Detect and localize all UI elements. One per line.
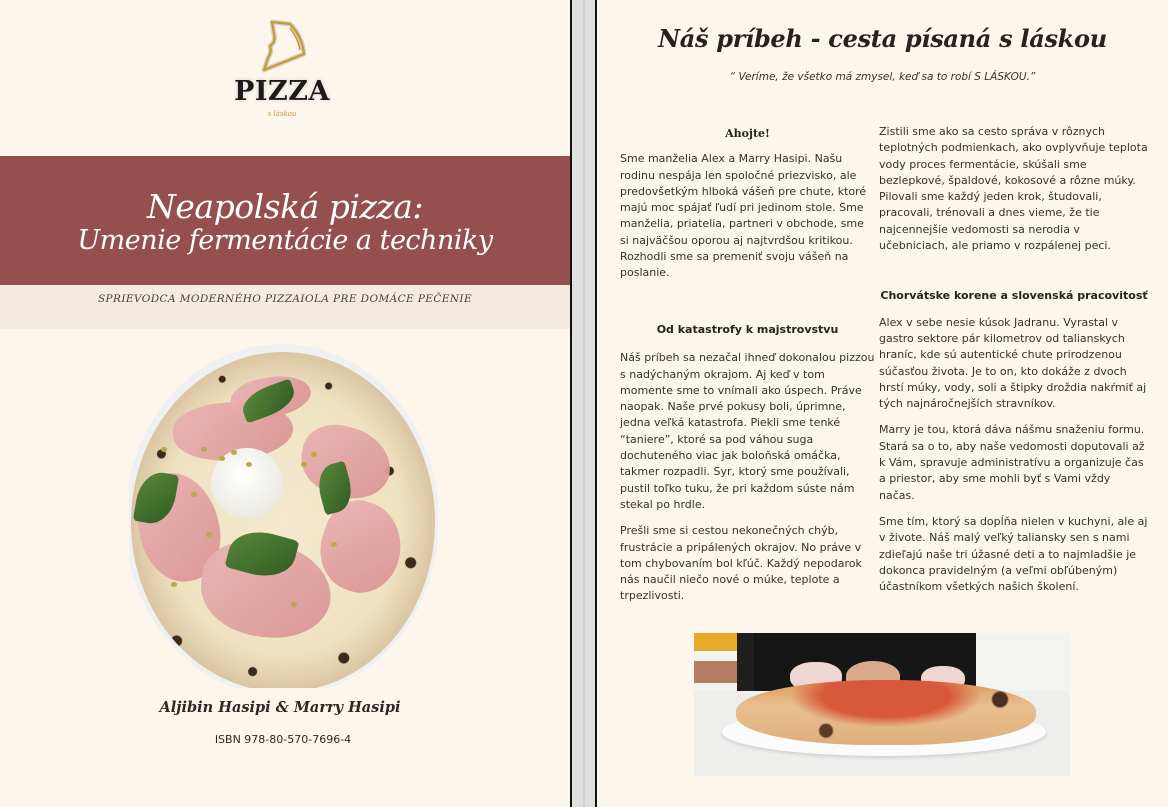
story-pizza-photo: [694, 633, 1070, 776]
section-heading-roots: Chorvátske korene a slovenská pracovitosť: [880, 289, 1148, 303]
pizza-logo: [232, 18, 332, 123]
book-title: Neapolská pizza:: [147, 186, 423, 226]
cover-pizza-photo: [129, 340, 438, 688]
isbn: ISBN 978-80-570-7696-4: [214, 733, 352, 746]
story-page: [597, 0, 1168, 807]
greeting-heading: Ahojte!: [725, 127, 770, 140]
subtitle-band: [0, 285, 570, 329]
pizza-slice-icon: [260, 18, 306, 76]
authors: Aljibin Hasipi & Marry Hasipi: [159, 699, 401, 716]
page-spine-divider: [570, 0, 597, 807]
paragraph: Náš príbeh sa nezačal ihneď dokonalou pizzou s nadýchaným okrajom. Aj keď v tom momente sme to vnímali ako úspech. Práve naopak. Naše prvé pokusy boli, úprimne, jedna veľká katastrofa. Piekli sme tenké “taniere”, ktoré sa pod váhou suga dochuteného viac jak boloňská omáčka, takmer rozpadli. Syr, ktorý sme používali, pustil toľko tuku, že pri každom súste nám stekal po hrdle.: [620, 351, 875, 511]
margherita-pizza: [736, 680, 1036, 745]
section-heading-catastrophe: Od katastrofy k majstrovstvu: [656, 323, 839, 336]
cover-page: [0, 0, 570, 807]
intro-paragraph: Sme manželia Alex a Marry Hasipi. Našu rodinu nespája len spoločné priezvisko, ale predovšetkým hlboká vášeň pre chute, ktoré majú moc spájať ľudí pri jedinom stole. Sme manželia, priatelia, partneri v obchode, sme si najväčšou oporou aj najtvrdšou kritikou. Rozhodli sme sa premeniť svoju vášeň na poslanie.: [620, 152, 867, 280]
paragraph: Alex v sebe nesie kúsok Jadranu. Vyrastal v gastro sektore pár kilometrov od talianskych hraníc, kde sú autentické chute prirodzenou súčasťou života. Je to on, kto dokáže z dvoch hrstí múky, vody, soli a štipky droždia nakŕmiť aj tých najnáročnejších stravníkov.: [879, 315, 1147, 411]
story-title: Náš príbeh - cesta písaná s láskou: [658, 24, 1107, 53]
story-column-left: [620, 126, 875, 282]
logo-wordmark: PIZZA: [234, 76, 330, 107]
paragraph: Prešli sme si cestou nekonečných chýb, frustrácie a pripálených okrajov. No práve v tom chybovaním bol kľúč. Každý nepodarok nás naučil niečo nové o múke, teplote a trpezlivosti.: [620, 524, 862, 603]
title-band: [0, 156, 570, 285]
book-tagline: SPRIEVODCA MODERNÉHO PIZZAIOLA PRE DOMÁCE PEČENIE: [97, 293, 473, 305]
logo-tagline: s láskou: [267, 110, 297, 118]
paragraph: Zistili sme ako sa cesto správa v rôznych teplotných podmienkach, ako ovplyvňuje teplota vody proces fermentácie, skúšali sme bezlepkové, špaldové, kokosové a rôzne múky. Pilovali sme každý jeden krok, študovali, pracovali, trénovali a dnes vieme, že tie najcennejšie vedomosti sa nerodia v učebniciach, ale priamo v rozpálenej peci.: [879, 125, 1148, 253]
story-quote: “ Veríme, že všetko má zmysel, keď sa to robí S LÁSKOU.”: [729, 71, 1036, 83]
paragraph: Marry je tou, ktorá dáva nášmu snaženiu formu. Stará sa o to, aby naše vedomosti doputovali až k Vám, spravuje administratívu a organizuje čas a priestor, aby sme mohli byť s Vami vždy načas.: [879, 423, 1145, 502]
book-subtitle-line: Umenie fermentácie a techniky: [77, 224, 493, 256]
paragraph: Sme tím, ktorý sa dopĺňa nielen v kuchyni, ale aj v živote. Náš malý veľký taliansky sen s nami zdieľajú naše tri úžasné deti a to najmladšie je dokonca pravidelným (a veľmi obľúbeným) účastníkom všetkých našich školení.: [879, 514, 1148, 594]
story-column-right: [879, 124, 1149, 595]
pizza-crust: [131, 352, 435, 688]
story-column-left-section: [620, 322, 875, 605]
